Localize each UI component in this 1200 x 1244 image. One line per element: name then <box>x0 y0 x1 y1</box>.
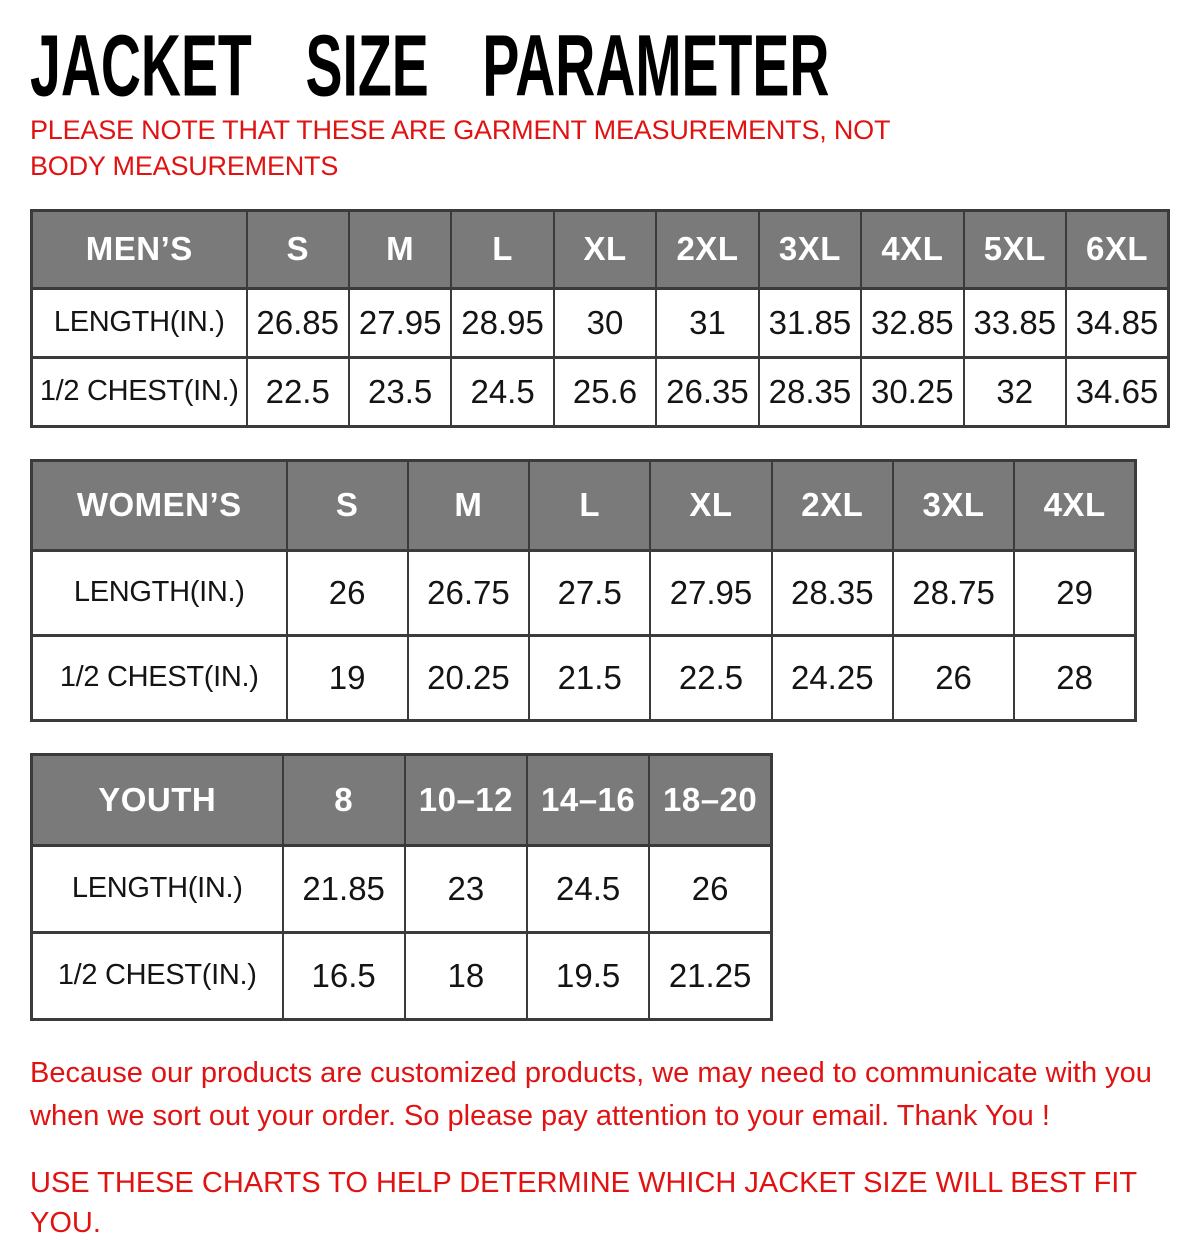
mens-size-table <box>30 209 1170 428</box>
womens-table-title: WOMEN’S <box>32 460 287 550</box>
page-title: JACKET SIZE PARAMETER <box>30 16 830 115</box>
measurement-cell: 34.85 <box>1066 288 1169 357</box>
row-label: 1/2 CHEST(IN.) <box>32 635 287 720</box>
measurement-cell: 26.85 <box>247 288 349 357</box>
measurement-cell: 28 <box>1014 635 1135 720</box>
measurement-cell: 29 <box>1014 550 1135 635</box>
chart-usage-note: USE THESE CHARTS TO HELP DETERMINE WHICH JACKET SIZE WILL BEST FIT YOU. <box>30 1166 1137 1240</box>
measurement-cell: 19 <box>287 635 408 720</box>
measurement-cell: 27.95 <box>650 550 771 635</box>
size-column-header: 5XL <box>964 210 1066 288</box>
size-column-header: 8 <box>283 754 405 845</box>
row-label: 1/2 CHEST(IN.) <box>32 357 247 426</box>
mens-chest-row <box>32 357 1169 426</box>
measurement-cell: 26.35 <box>656 357 758 426</box>
measurement-cell: 32.85 <box>861 288 963 357</box>
row-label: LENGTH(IN.) <box>32 288 247 357</box>
measurement-cell: 34.65 <box>1066 357 1169 426</box>
measurement-cell: 20.25 <box>408 635 529 720</box>
measurement-cell: 18 <box>405 932 527 1019</box>
measurement-cell: 26.75 <box>408 550 529 635</box>
measurement-cell: 32 <box>964 357 1066 426</box>
row-label: LENGTH(IN.) <box>32 550 287 635</box>
size-column-header: L <box>451 210 553 288</box>
womens-length-row <box>32 550 1136 635</box>
measurement-cell: 30.25 <box>861 357 963 426</box>
size-column-header: 3XL <box>893 460 1014 550</box>
mens-header-row <box>32 210 1169 288</box>
measurement-cell: 23.5 <box>349 357 451 426</box>
measurement-cell: 21.85 <box>283 845 405 932</box>
measurement-cell: 27.95 <box>349 288 451 357</box>
measurement-cell: 24.5 <box>527 845 649 932</box>
size-column-header: XL <box>650 460 771 550</box>
size-column-header: 4XL <box>861 210 963 288</box>
size-column-header: 10–12 <box>405 754 527 845</box>
measurement-cell: 26 <box>287 550 408 635</box>
size-column-header: 3XL <box>759 210 861 288</box>
size-column-header: M <box>349 210 451 288</box>
womens-header-row <box>32 460 1136 550</box>
measurement-cell: 27.5 <box>529 550 650 635</box>
measurement-cell: 31.85 <box>759 288 861 357</box>
measurement-cell: 26 <box>893 635 1014 720</box>
measurement-cell: 16.5 <box>283 932 405 1019</box>
row-label: 1/2 CHEST(IN.) <box>32 932 283 1019</box>
youth-chest-row <box>32 932 772 1019</box>
measurement-cell: 28.35 <box>772 550 893 635</box>
measurement-cell: 28.75 <box>893 550 1014 635</box>
measurement-cell: 24.5 <box>451 357 553 426</box>
measurement-cell: 30 <box>554 288 656 357</box>
measurement-cell: 33.85 <box>964 288 1066 357</box>
measurement-cell: 28.35 <box>759 357 861 426</box>
customization-notice: Because our products are customized products, we may need to communicate with you when we sort out your order. So please pay attention to your email. Thank You ! <box>30 1056 1152 1133</box>
size-column-header: 4XL <box>1014 460 1135 550</box>
mens-length-row <box>32 288 1169 357</box>
size-column-header: XL <box>554 210 656 288</box>
measurement-cell: 23 <box>405 845 527 932</box>
youth-size-table <box>30 753 773 1021</box>
measurement-cell: 21.25 <box>649 932 771 1019</box>
womens-size-table <box>30 459 1137 722</box>
size-column-header: M <box>408 460 529 550</box>
measurement-cell: 25.6 <box>554 357 656 426</box>
size-column-header: S <box>287 460 408 550</box>
size-column-header: 2XL <box>772 460 893 550</box>
garment-measurement-note: PLEASE NOTE THAT THESE ARE GARMENT MEASUREMENTS, NOT BODY MEASUREMENTS <box>30 115 890 182</box>
youth-table-title: YOUTH <box>32 754 283 845</box>
size-column-header: L <box>529 460 650 550</box>
youth-header-row <box>32 754 772 845</box>
measurement-cell: 24.25 <box>772 635 893 720</box>
mens-table-title: MEN’S <box>32 210 247 288</box>
youth-length-row <box>32 845 772 932</box>
womens-chest-row <box>32 635 1136 720</box>
measurement-cell: 22.5 <box>247 357 349 426</box>
measurement-cell: 19.5 <box>527 932 649 1019</box>
measurement-cell: 28.95 <box>451 288 553 357</box>
measurement-cell: 31 <box>656 288 758 357</box>
size-column-header: 2XL <box>656 210 758 288</box>
size-column-header: 6XL <box>1066 210 1169 288</box>
measurement-cell: 22.5 <box>650 635 771 720</box>
size-column-header: 18–20 <box>649 754 771 845</box>
row-label: LENGTH(IN.) <box>32 845 283 932</box>
measurement-cell: 26 <box>649 845 771 932</box>
size-column-header: 14–16 <box>527 754 649 845</box>
size-column-header: S <box>247 210 349 288</box>
measurement-cell: 21.5 <box>529 635 650 720</box>
